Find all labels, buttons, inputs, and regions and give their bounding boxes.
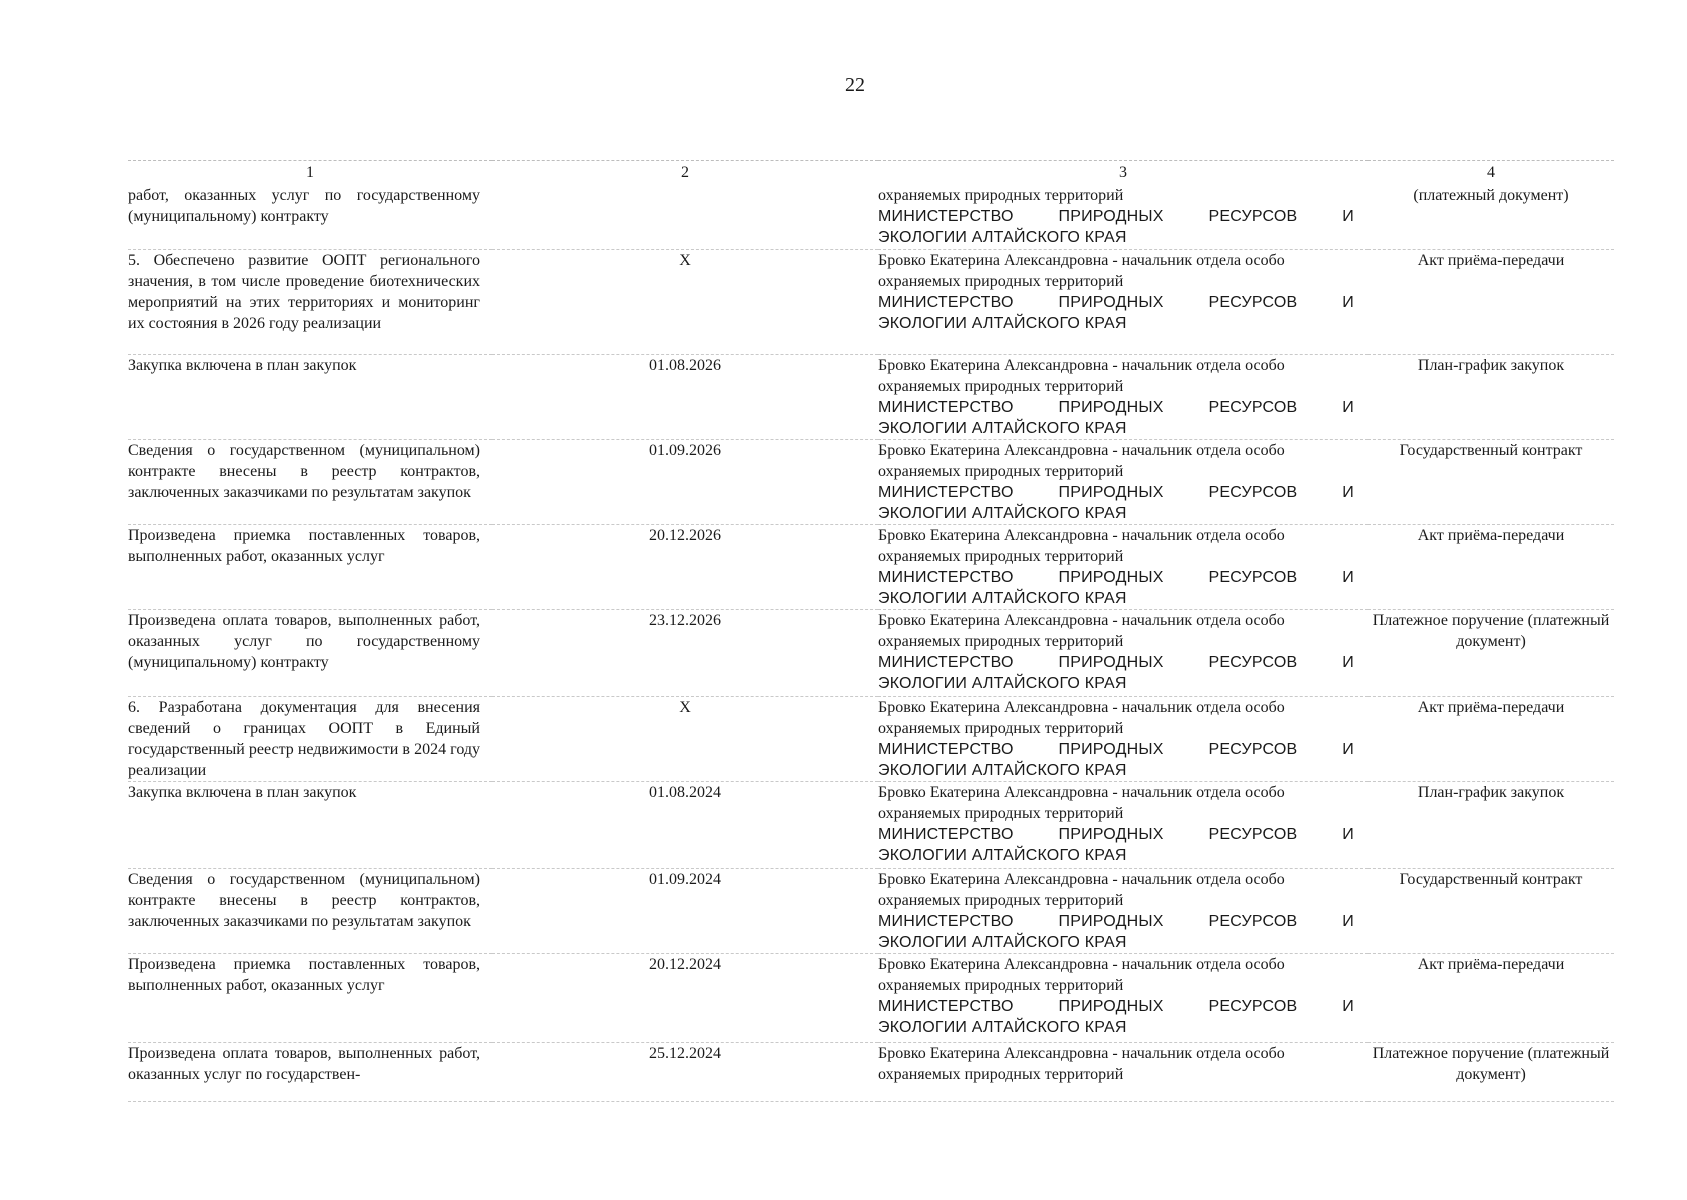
document-cell: Государственный контракт xyxy=(1368,440,1614,525)
ministry-name xyxy=(878,739,1368,781)
responsible-text: охраняемых природных территорий xyxy=(878,187,1124,204)
responsible-cell xyxy=(878,954,1368,1043)
table-row xyxy=(128,185,1614,250)
ministry-name xyxy=(878,996,1368,1038)
date-cell: 25.12.2024 xyxy=(492,1043,878,1102)
event-cell: Произведена оплата товаров, выполненных работ, оказанных услуг по государственному (муниципальному) контракту xyxy=(128,612,480,671)
ministry-name xyxy=(878,567,1368,609)
ministry-word: И xyxy=(1342,913,1354,930)
event-cell: 6. Разработана документация для внесения сведений о границах ООПТ в Единый государственный реестр недвижимости в 2024 году реализации xyxy=(128,699,480,779)
ministry-word: ПРИРОДНЫХ xyxy=(1058,741,1164,758)
document-cell: Акт приёма-передачи xyxy=(1368,697,1614,782)
ministry-word: И xyxy=(1342,654,1354,671)
document-cell: Платежное поручение (платежный документ) xyxy=(1368,1043,1614,1102)
date-cell: 23.12.2026 xyxy=(492,610,878,697)
responsible-cell xyxy=(878,697,1368,782)
responsible-cell xyxy=(878,440,1368,525)
ministry-line2: ЭКОЛОГИИ АЛТАЙСКОГО КРАЯ xyxy=(878,762,1127,779)
ministry-word: ПРИРОДНЫХ xyxy=(1058,399,1164,416)
ministry-name xyxy=(878,824,1368,866)
ministry-line2: ЭКОЛОГИИ АЛТАЙСКОГО КРАЯ xyxy=(878,934,1127,951)
ministry-line2: ЭКОЛОГИИ АЛТАЙСКОГО КРАЯ xyxy=(878,315,1127,332)
schedule-table xyxy=(128,160,1614,1102)
ministry-word: МИНИСТЕРСТВО xyxy=(878,826,1014,843)
event-cell: Сведения о государственном (муниципальном) контракте внесены в реестр контрактов, заключенных заказчиками по результатам закупок xyxy=(128,871,480,930)
ministry-word: МИНИСТЕРСТВО xyxy=(878,654,1014,671)
ministry-line2: ЭКОЛОГИИ АЛТАЙСКОГО КРАЯ xyxy=(878,1019,1127,1036)
event-cell: 5. Обеспечено развитие ООПТ регионального значения, в том числе проведение биотехнических мероприятий на этих территориях и мониторинг их состояния в 2026 году реализации xyxy=(128,252,480,332)
date-cell: 01.08.2024 xyxy=(492,782,878,869)
event-cell: работ, оказанных услуг по государственному (муниципальному) контракту xyxy=(128,187,480,225)
ministry-name xyxy=(878,911,1368,953)
responsible-text: Бровко Екатерина Александровна - начальник отдела особо охраняемых природных территорий xyxy=(878,956,1285,994)
responsible-text: Бровко Екатерина Александровна - начальник отдела особо охраняемых природных территорий xyxy=(878,527,1285,565)
date-cell: 01.09.2026 xyxy=(492,440,878,525)
header-cell: 1 xyxy=(128,161,492,186)
responsible-text: Бровко Екатерина Александровна - начальник отдела особо охраняемых природных территорий xyxy=(878,784,1285,822)
ministry-word: РЕСУРСОВ xyxy=(1208,741,1298,758)
ministry-word: РЕСУРСОВ xyxy=(1208,399,1298,416)
ministry-word: РЕСУРСОВ xyxy=(1208,654,1298,671)
event-cell: Произведена оплата товаров, выполненных работ, оказанных услуг по государствен- xyxy=(128,1045,480,1083)
document-cell: Акт приёма-передачи xyxy=(1368,954,1614,1043)
document-cell: Акт приёма-передачи xyxy=(1368,250,1614,355)
table-row xyxy=(128,697,1614,782)
ministry-word: МИНИСТЕРСТВО xyxy=(878,484,1014,501)
ministry-name xyxy=(878,292,1368,334)
table-row xyxy=(128,782,1614,869)
responsible-text: Бровко Екатерина Александровна - начальник отдела особо охраняемых природных территорий xyxy=(878,871,1285,909)
ministry-word: ПРИРОДНЫХ xyxy=(1058,484,1164,501)
date-cell: X xyxy=(492,250,878,355)
responsible-text: Бровко Екатерина Александровна - начальник отдела особо охраняемых природных территорий xyxy=(878,699,1285,737)
date-cell: 20.12.2024 xyxy=(492,954,878,1043)
ministry-line2: ЭКОЛОГИИ АЛТАЙСКОГО КРАЯ xyxy=(878,505,1127,522)
ministry-name xyxy=(878,652,1368,694)
ministry-word: И xyxy=(1342,998,1354,1015)
responsible-text: Бровко Екатерина Александровна - начальник отдела особо охраняемых природных территорий xyxy=(878,612,1285,650)
ministry-word: ПРИРОДНЫХ xyxy=(1058,208,1164,225)
ministry-word: РЕСУРСОВ xyxy=(1208,826,1298,843)
ministry-name xyxy=(878,397,1368,439)
ministry-word: РЕСУРСОВ xyxy=(1208,998,1298,1015)
ministry-word: ПРИРОДНЫХ xyxy=(1058,998,1164,1015)
ministry-word: РЕСУРСОВ xyxy=(1208,484,1298,501)
document-cell: Платежное поручение (платежный документ) xyxy=(1368,610,1614,697)
table-row xyxy=(128,869,1614,954)
responsible-text: Бровко Екатерина Александровна - начальник отдела особо охраняемых природных территорий xyxy=(878,1045,1285,1083)
responsible-text: Бровко Екатерина Александровна - начальник отдела особо охраняемых природных территорий xyxy=(878,252,1285,290)
ministry-line2: ЭКОЛОГИИ АЛТАЙСКОГО КРАЯ xyxy=(878,590,1127,607)
ministry-line2: ЭКОЛОГИИ АЛТАЙСКОГО КРАЯ xyxy=(878,675,1127,692)
ministry-line2: ЭКОЛОГИИ АЛТАЙСКОГО КРАЯ xyxy=(878,847,1127,864)
ministry-word: МИНИСТЕРСТВО xyxy=(878,741,1014,758)
event-cell: Сведения о государственном (муниципальном) контракте внесены в реестр контрактов, заключенных заказчиками по результатам закупок xyxy=(128,442,480,501)
ministry-word: И xyxy=(1342,294,1354,311)
event-cell: Закупка включена в план закупок xyxy=(128,357,357,374)
table-row xyxy=(128,954,1614,1043)
table-row xyxy=(128,610,1614,697)
ministry-word: РЕСУРСОВ xyxy=(1208,294,1298,311)
ministry-word: МИНИСТЕРСТВО xyxy=(878,399,1014,416)
document-cell: План-график закупок xyxy=(1368,355,1614,440)
ministry-word: РЕСУРСОВ xyxy=(1208,208,1298,225)
date-cell: 01.08.2026 xyxy=(492,355,878,440)
responsible-cell xyxy=(878,525,1368,610)
ministry-name xyxy=(878,482,1368,524)
table-row xyxy=(128,250,1614,355)
ministry-name xyxy=(878,206,1368,248)
header-row xyxy=(128,161,1614,186)
responsible-text: Бровко Екатерина Александровна - начальник отдела особо охраняемых природных территорий xyxy=(878,357,1285,395)
header-cell: 4 xyxy=(1368,161,1614,186)
table-row xyxy=(128,1043,1614,1102)
ministry-word: И xyxy=(1342,569,1354,586)
document-cell: (платежный документ) xyxy=(1413,187,1569,204)
ministry-word: МИНИСТЕРСТВО xyxy=(878,294,1014,311)
ministry-word: РЕСУРСОВ xyxy=(1208,569,1298,586)
ministry-word: ПРИРОДНЫХ xyxy=(1058,569,1164,586)
ministry-word: МИНИСТЕРСТВО xyxy=(878,569,1014,586)
document-cell: План-график закупок xyxy=(1368,782,1614,869)
responsible-cell xyxy=(878,185,1368,250)
responsible-text: Бровко Екатерина Александровна - начальник отдела особо охраняемых природных территорий xyxy=(878,442,1285,480)
header-cell: 2 xyxy=(492,161,878,186)
responsible-cell xyxy=(878,869,1368,954)
event-cell: Произведена приемка поставленных товаров, выполненных работ, оказанных услуг xyxy=(128,956,480,994)
date-cell xyxy=(492,185,878,250)
ministry-word: И xyxy=(1342,208,1354,225)
table-row xyxy=(128,355,1614,440)
table-row xyxy=(128,440,1614,525)
ministry-word: МИНИСТЕРСТВО xyxy=(878,998,1014,1015)
date-cell: 01.09.2024 xyxy=(492,869,878,954)
event-cell: Закупка включена в план закупок xyxy=(128,784,357,801)
ministry-word: И xyxy=(1342,826,1354,843)
date-cell: X xyxy=(492,697,878,782)
ministry-word: ПРИРОДНЫХ xyxy=(1058,294,1164,311)
ministry-word: ПРИРОДНЫХ xyxy=(1058,654,1164,671)
header-cell: 3 xyxy=(878,161,1368,186)
responsible-cell xyxy=(878,250,1368,355)
date-cell: 20.12.2026 xyxy=(492,525,878,610)
ministry-line2: ЭКОЛОГИИ АЛТАЙСКОГО КРАЯ xyxy=(878,420,1127,437)
ministry-word: МИНИСТЕРСТВО xyxy=(878,913,1014,930)
responsible-cell xyxy=(878,782,1368,869)
responsible-cell xyxy=(878,610,1368,697)
table-row xyxy=(128,525,1614,610)
ministry-word: И xyxy=(1342,399,1354,416)
ministry-word: МИНИСТЕРСТВО xyxy=(878,208,1014,225)
ministry-word: РЕСУРСОВ xyxy=(1208,913,1298,930)
responsible-cell xyxy=(878,355,1368,440)
ministry-word: И xyxy=(1342,484,1354,501)
document-cell: Государственный контракт xyxy=(1368,869,1614,954)
ministry-word: ПРИРОДНЫХ xyxy=(1058,913,1164,930)
ministry-word: И xyxy=(1342,741,1354,758)
document-cell: Акт приёма-передачи xyxy=(1368,525,1614,610)
page-number: 22 xyxy=(845,74,865,96)
responsible-cell xyxy=(878,1043,1368,1102)
ministry-word: ПРИРОДНЫХ xyxy=(1058,826,1164,843)
ministry-line2: ЭКОЛОГИИ АЛТАЙСКОГО КРАЯ xyxy=(878,229,1127,246)
event-cell: Произведена приемка поставленных товаров, выполненных работ, оказанных услуг xyxy=(128,527,480,565)
